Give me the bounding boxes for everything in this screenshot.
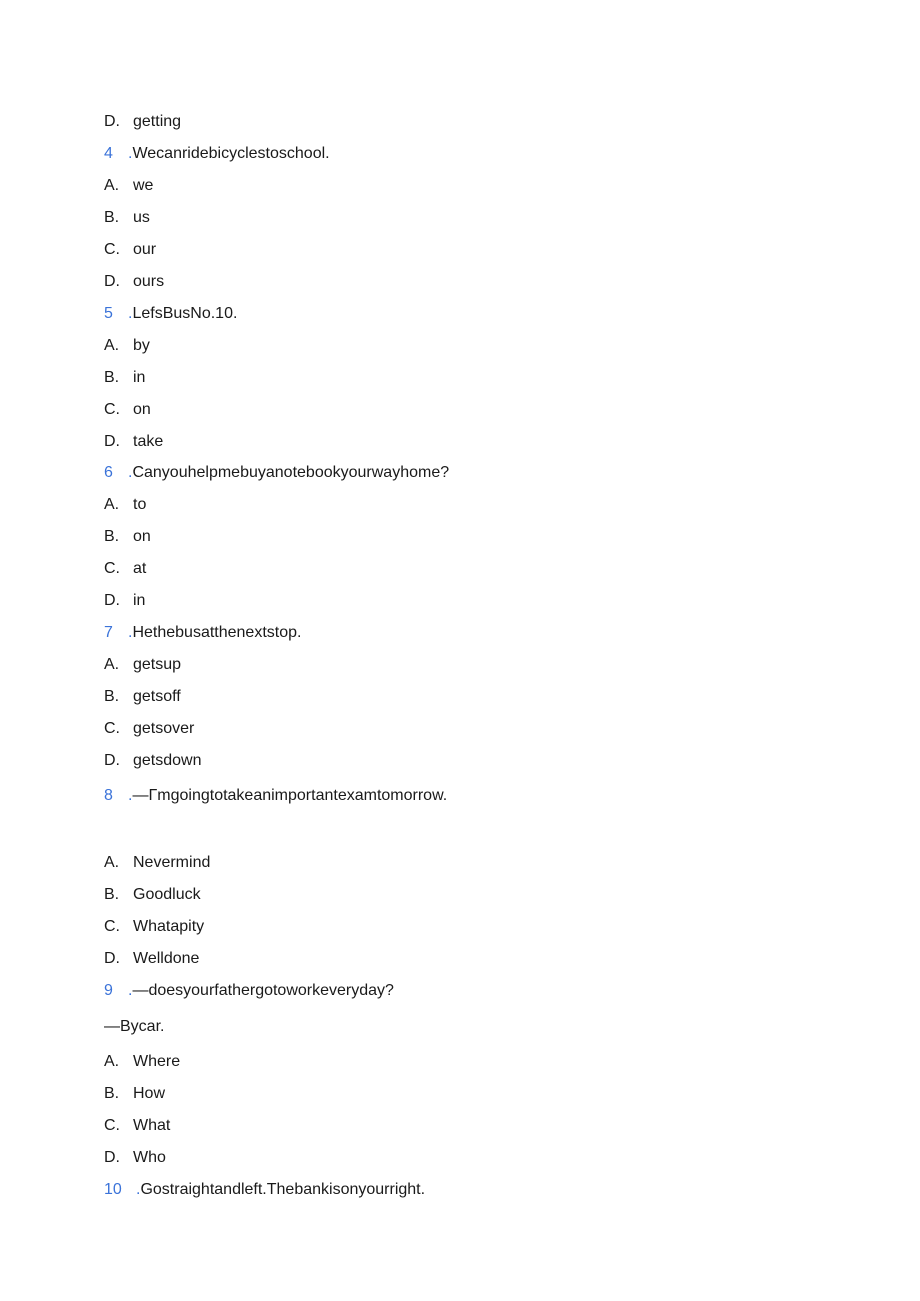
option-row (104, 1052, 180, 1072)
option-row (104, 208, 150, 228)
option-row (104, 1084, 165, 1104)
option-letter: D. (104, 950, 120, 967)
question-dot: . (136, 1181, 141, 1198)
option-text: Welldone (133, 950, 200, 967)
option-row (104, 949, 199, 969)
option-letter: D. (104, 113, 120, 130)
option-text: getting (133, 113, 182, 130)
question-6 (104, 463, 449, 483)
option-row (104, 917, 204, 937)
option-text: our (133, 241, 157, 258)
option-letter: B. (104, 1085, 120, 1102)
option-letter: A. (104, 1053, 120, 1070)
option-row (104, 272, 164, 292)
option-letter: D. (104, 433, 120, 450)
option-row (104, 336, 150, 356)
question-dot: . (128, 464, 133, 481)
option-text: Who (133, 1149, 166, 1166)
option-letter: C. (104, 241, 120, 258)
question-4 (104, 144, 330, 164)
question-dot: . (128, 145, 133, 162)
option-letter: A. (104, 854, 120, 871)
option-text: Whatapity (133, 918, 205, 935)
option-letter: D. (104, 1149, 120, 1166)
option-row (104, 885, 201, 905)
question-8 (104, 786, 447, 806)
option-text: getsover (133, 720, 195, 737)
question-number: 6 (104, 464, 113, 481)
option-row (104, 1116, 170, 1136)
question-text: LefsBusNo.10. (132, 305, 238, 322)
option-text: getsup (133, 656, 182, 673)
option-text: Goodluck (133, 886, 201, 903)
question-dot: . (128, 787, 133, 804)
option-letter: A. (104, 337, 120, 354)
option-letter: A. (104, 656, 120, 673)
question-number: 10 (104, 1181, 122, 1198)
option-row (104, 591, 145, 611)
option-text: at (133, 560, 147, 577)
option-row (104, 655, 181, 675)
option-letter: D. (104, 273, 120, 290)
question-number: 9 (104, 982, 113, 999)
option-row (104, 432, 163, 452)
question-text: Wecanridebicyclestoschool. (132, 145, 330, 162)
option-row (104, 559, 146, 579)
option-row (104, 368, 145, 388)
question-number: 4 (104, 145, 113, 162)
option-row (104, 527, 151, 547)
option-letter: C. (104, 1117, 120, 1134)
option-row (104, 400, 151, 420)
question-number: 7 (104, 624, 113, 641)
option-row (104, 495, 146, 515)
option-row (104, 240, 156, 260)
question-7 (104, 623, 301, 643)
option-row (104, 112, 181, 132)
question-number: 5 (104, 305, 113, 322)
option-text: we (133, 177, 154, 194)
question-dot: . (128, 624, 133, 641)
option-row (104, 853, 210, 873)
option-letter: D. (104, 592, 120, 609)
option-letter: A. (104, 177, 120, 194)
option-text: ours (133, 273, 165, 290)
option-letter: B. (104, 528, 120, 545)
option-letter: A. (104, 496, 120, 513)
option-text: Where (133, 1053, 181, 1070)
question-dot: . (128, 982, 133, 999)
question-dot: . (128, 305, 133, 322)
option-text: on (133, 528, 151, 545)
option-letter: B. (104, 688, 120, 705)
option-row (104, 751, 202, 771)
question-text: —Γmgoingtotakeanimportantexamtomorrow. (132, 787, 448, 804)
option-text: in (133, 592, 146, 609)
answer-line: —Bycar. (104, 1018, 165, 1035)
question-9 (104, 981, 394, 1001)
option-row (104, 719, 194, 739)
option-text: on (133, 401, 151, 418)
option-row (104, 687, 181, 707)
question-10 (104, 1180, 425, 1200)
option-letter: C. (104, 720, 120, 737)
option-text: take (133, 433, 164, 450)
question-5 (104, 304, 237, 324)
question-text: Hethebusatthenextstop. (132, 624, 302, 641)
option-letter: C. (104, 918, 120, 935)
option-text: Nevermind (133, 854, 211, 871)
question-text: Gostraightandleft.Thebankisonyourright. (140, 1181, 426, 1198)
option-text: by (133, 337, 150, 354)
option-text: getsoff (133, 688, 181, 705)
question-text: Canyouhelpmebuyanotebookyourwayhome? (132, 464, 450, 481)
option-letter: B. (104, 886, 120, 903)
option-letter: B. (104, 369, 120, 386)
option-text: us (133, 209, 150, 226)
option-text: What (133, 1117, 171, 1134)
option-letter: C. (104, 560, 120, 577)
question-text: —doesyourfathergotoworkeveryday? (132, 982, 394, 999)
option-letter: C. (104, 401, 120, 418)
option-text: How (133, 1085, 166, 1102)
option-text: in (133, 369, 146, 386)
option-row (104, 1148, 166, 1168)
option-text: to (133, 496, 147, 513)
option-row (104, 176, 153, 196)
option-letter: B. (104, 209, 120, 226)
option-letter: D. (104, 752, 120, 769)
question-number: 8 (104, 787, 113, 804)
option-text: getsdown (133, 752, 202, 769)
